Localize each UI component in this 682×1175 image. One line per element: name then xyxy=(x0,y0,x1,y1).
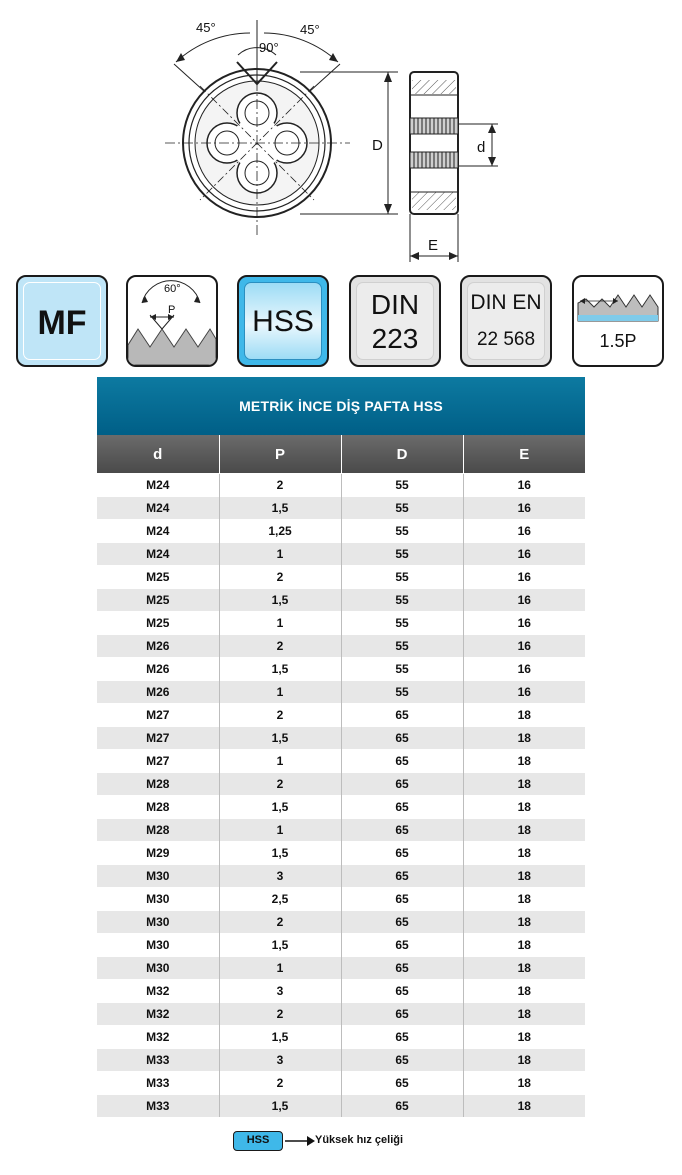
cell-D: 65 xyxy=(341,980,463,1003)
cell-D: 65 xyxy=(341,888,463,911)
cell-D: 65 xyxy=(341,865,463,888)
table-row xyxy=(97,934,585,957)
cell-D: 55 xyxy=(341,658,463,681)
legend-hss-badge: HSS xyxy=(233,1131,283,1151)
cell-D: 65 xyxy=(341,911,463,934)
table-title: METRİK İNCE DİŞ PAFTA HSS xyxy=(97,377,585,435)
table-row xyxy=(97,888,585,911)
table-row xyxy=(97,474,585,497)
table-row xyxy=(97,658,585,681)
cell-d: M32 xyxy=(97,1003,219,1026)
cell-d: M33 xyxy=(97,1049,219,1072)
cell-P: 1 xyxy=(219,612,341,635)
cell-d: M33 xyxy=(97,1072,219,1095)
cell-P: 1 xyxy=(219,819,341,842)
cell-P: 1,5 xyxy=(219,1026,341,1049)
cell-D: 55 xyxy=(341,520,463,543)
cell-D: 55 xyxy=(341,566,463,589)
cell-d: M30 xyxy=(97,957,219,980)
side-view xyxy=(410,72,458,214)
table-row xyxy=(97,704,585,727)
cell-E: 18 xyxy=(463,796,585,819)
cell-E: 16 xyxy=(463,543,585,566)
hss-badge-label: HSS xyxy=(252,305,314,338)
cell-E: 16 xyxy=(463,612,585,635)
cell-E: 18 xyxy=(463,980,585,1003)
header-E: E xyxy=(463,435,585,474)
cell-P: 1,5 xyxy=(219,796,341,819)
cell-d: M25 xyxy=(97,612,219,635)
legend-description: Yüksek hız çeliği xyxy=(315,1134,404,1146)
feature-badges xyxy=(0,272,682,372)
din-223-badge xyxy=(349,275,441,367)
cell-d: M30 xyxy=(97,865,219,888)
table-row xyxy=(97,520,585,543)
cell-P: 1,5 xyxy=(219,934,341,957)
din-badge-line2: 223 xyxy=(371,323,419,354)
cell-D: 55 xyxy=(341,589,463,612)
cell-d: M27 xyxy=(97,750,219,773)
cell-P: 1 xyxy=(219,681,341,704)
cell-P: 1,5 xyxy=(219,1095,341,1118)
table-row xyxy=(97,773,585,796)
cell-d: M24 xyxy=(97,520,219,543)
cell-D: 55 xyxy=(341,635,463,658)
table-row xyxy=(97,497,585,520)
cell-E: 16 xyxy=(463,681,585,704)
table-row xyxy=(97,957,585,980)
table-header-row xyxy=(97,435,585,474)
pitch-badge xyxy=(572,275,664,367)
die-technical-drawing xyxy=(0,0,682,268)
cell-d: M30 xyxy=(97,888,219,911)
cell-E: 16 xyxy=(463,635,585,658)
front-view xyxy=(165,20,350,238)
cell-D: 65 xyxy=(341,957,463,980)
cell-P: 2 xyxy=(219,566,341,589)
cell-d: M30 xyxy=(97,911,219,934)
table-row xyxy=(97,796,585,819)
cell-D: 65 xyxy=(341,934,463,957)
cell-d: M32 xyxy=(97,980,219,1003)
cell-P: 1,5 xyxy=(219,497,341,520)
cell-d: M26 xyxy=(97,635,219,658)
die-specification-table xyxy=(97,377,585,1117)
cell-E: 18 xyxy=(463,773,585,796)
cell-D: 65 xyxy=(341,1026,463,1049)
pitch-badge-label: 1.5P xyxy=(599,331,637,351)
table-row xyxy=(97,635,585,658)
cell-P: 3 xyxy=(219,980,341,1003)
legend xyxy=(233,1131,473,1153)
cell-E: 18 xyxy=(463,727,585,750)
cell-P: 2 xyxy=(219,773,341,796)
cell-E: 16 xyxy=(463,658,585,681)
cell-d: M28 xyxy=(97,773,219,796)
cell-d: M32 xyxy=(97,1026,219,1049)
cell-E: 16 xyxy=(463,589,585,612)
din-en-badge-line1: DIN EN xyxy=(470,291,542,314)
cell-P: 2 xyxy=(219,911,341,934)
cell-P: 1 xyxy=(219,957,341,980)
cell-P: 2 xyxy=(219,474,341,497)
table-row xyxy=(97,842,585,865)
cell-E: 18 xyxy=(463,1072,585,1095)
table-row xyxy=(97,1095,585,1118)
cell-d: M30 xyxy=(97,934,219,957)
cell-d: M24 xyxy=(97,543,219,566)
hss-badge xyxy=(237,275,329,367)
spec-table xyxy=(97,435,585,1117)
cell-E: 18 xyxy=(463,934,585,957)
table-row xyxy=(97,819,585,842)
cell-D: 65 xyxy=(341,819,463,842)
cell-D: 65 xyxy=(341,796,463,819)
table-row xyxy=(97,612,585,635)
din-en-badge xyxy=(460,275,552,367)
cell-D: 65 xyxy=(341,1049,463,1072)
cell-d: M27 xyxy=(97,727,219,750)
angle-right-label: 45° xyxy=(300,22,320,37)
cell-P: 2 xyxy=(219,1003,341,1026)
cell-d: M27 xyxy=(97,704,219,727)
cell-E: 18 xyxy=(463,911,585,934)
arrow-right-icon xyxy=(285,1135,315,1147)
cell-d: M25 xyxy=(97,589,219,612)
cell-P: 3 xyxy=(219,865,341,888)
cell-P: 1,5 xyxy=(219,727,341,750)
table-row xyxy=(97,589,585,612)
cell-E: 18 xyxy=(463,704,585,727)
header-P: P xyxy=(219,435,341,474)
table-row xyxy=(97,1072,585,1095)
table-row xyxy=(97,727,585,750)
table-row xyxy=(97,911,585,934)
cell-D: 65 xyxy=(341,750,463,773)
table-row xyxy=(97,1026,585,1049)
table-row xyxy=(97,750,585,773)
din-en-badge-line2: 22 568 xyxy=(476,329,536,350)
cell-D: 65 xyxy=(341,1095,463,1118)
cell-E: 16 xyxy=(463,566,585,589)
cell-D: 55 xyxy=(341,497,463,520)
cell-d: M24 xyxy=(97,474,219,497)
cell-D: 55 xyxy=(341,681,463,704)
cell-d: M24 xyxy=(97,497,219,520)
cell-D: 65 xyxy=(341,727,463,750)
cell-d: M26 xyxy=(97,658,219,681)
cell-E: 18 xyxy=(463,1049,585,1072)
cell-P: 2 xyxy=(219,704,341,727)
cell-E: 18 xyxy=(463,957,585,980)
dim-D-label: D xyxy=(372,137,383,154)
cell-D: 65 xyxy=(341,704,463,727)
cell-E: 16 xyxy=(463,520,585,543)
cell-P: 2 xyxy=(219,1072,341,1095)
cell-P: 1 xyxy=(219,543,341,566)
thread-profile-icon xyxy=(128,277,216,365)
table-row xyxy=(97,865,585,888)
cell-E: 18 xyxy=(463,865,585,888)
table-row xyxy=(97,980,585,1003)
header-d: d xyxy=(97,435,219,474)
table-body xyxy=(97,474,585,1118)
cell-P: 1,25 xyxy=(219,520,341,543)
cell-P: 1,5 xyxy=(219,658,341,681)
cell-P: 2,5 xyxy=(219,888,341,911)
table-row xyxy=(97,1049,585,1072)
dim-d-label: d xyxy=(477,139,486,156)
angle-left-label: 45° xyxy=(196,20,216,35)
thread-angle-label: 60° xyxy=(164,283,181,295)
cell-D: 65 xyxy=(341,842,463,865)
cell-E: 18 xyxy=(463,1095,585,1118)
dim-E-label: E xyxy=(428,237,439,254)
cell-P: 1,5 xyxy=(219,842,341,865)
table-row xyxy=(97,681,585,704)
cell-d: M28 xyxy=(97,796,219,819)
cell-D: 65 xyxy=(341,1003,463,1026)
cell-d: M25 xyxy=(97,566,219,589)
cell-D: 65 xyxy=(341,1072,463,1095)
cell-D: 65 xyxy=(341,773,463,796)
cell-E: 18 xyxy=(463,1026,585,1049)
mf-badge xyxy=(16,275,108,367)
mf-badge-label: MF xyxy=(37,304,87,342)
header-D: D xyxy=(341,435,463,474)
cell-D: 55 xyxy=(341,474,463,497)
cell-P: 2 xyxy=(219,635,341,658)
cell-E: 18 xyxy=(463,750,585,773)
cell-E: 18 xyxy=(463,819,585,842)
cell-E: 18 xyxy=(463,888,585,911)
cell-E: 18 xyxy=(463,1003,585,1026)
cell-d: M28 xyxy=(97,819,219,842)
cell-E: 16 xyxy=(463,474,585,497)
cell-P: 1,5 xyxy=(219,589,341,612)
cell-d: M26 xyxy=(97,681,219,704)
cell-d: M29 xyxy=(97,842,219,865)
cell-D: 55 xyxy=(341,612,463,635)
cell-E: 16 xyxy=(463,497,585,520)
table-row xyxy=(97,566,585,589)
cell-P: 3 xyxy=(219,1049,341,1072)
thread-profile-badge xyxy=(126,275,218,367)
angle-top-label: 90° xyxy=(259,40,279,55)
thread-pitch-label: P xyxy=(168,304,176,316)
cell-d: M33 xyxy=(97,1095,219,1118)
cell-P: 1 xyxy=(219,750,341,773)
table-row xyxy=(97,543,585,566)
table-row xyxy=(97,1003,585,1026)
cell-D: 55 xyxy=(341,543,463,566)
cell-E: 18 xyxy=(463,842,585,865)
din-badge-line1: DIN xyxy=(370,289,420,320)
